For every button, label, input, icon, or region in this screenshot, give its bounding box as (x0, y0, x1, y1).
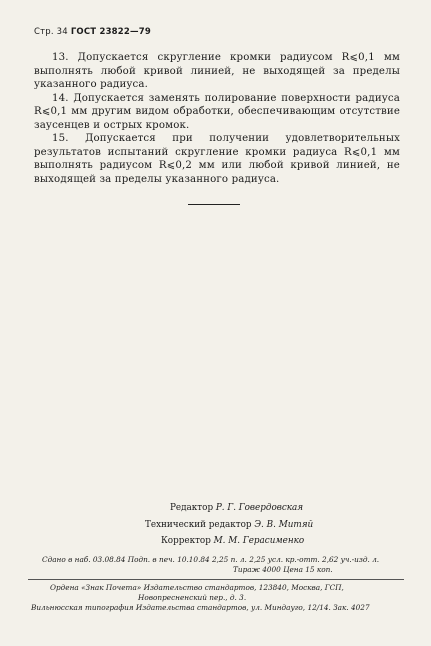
publisher-line-2: Новопресненский пер., д. 3. (138, 593, 247, 602)
tech-editor-label: Технический редактор (145, 519, 252, 530)
page-label: Стр. 34 (34, 27, 68, 37)
imprint-line-2: Тираж 4000 Цена 15 коп. (233, 565, 333, 574)
credits-block (0, 500, 431, 550)
section-divider (188, 204, 240, 205)
imprint-line-1: Сдано в наб. 03.08.84 Подп. в печ. 10.10.84 2,25 п. л. 2,25 усл. кр.-отт. 2,62 уч.-изд. л. (42, 555, 380, 564)
clause-list (34, 51, 400, 186)
standard-number: ГОСТ 23822—79 (70, 27, 151, 37)
clause-13: 13. Допускается скругление кромки радиусом R⩽0,1 мм выполнять любой кривой линией, не выходящей за пределы указанного радиуса. (34, 52, 400, 90)
page-header (34, 27, 151, 37)
tech-editor-name: Э. В. Митяй (254, 519, 314, 530)
editor-name: Р. Г. Говердовская (215, 503, 304, 513)
publisher-line-3: Вильнюсская типография Издательства стандартов, ул. Миндауго, 12/14. Зак. 4027 (31, 603, 370, 612)
clause-14: 14. Допускается заменять полирование поверхности радиуса R⩽0,1 мм другим видом обработки, обеспечивающим отсутствие заусенцев и острых кромок. (34, 92, 400, 131)
clause-15: 15. Допускается при получении удовлетворительных результатов испытаний скругление кромки радиуса R⩽0,1 мм выполнять радиусом R⩽0,2 мм или любой кривой линией, не выходящей за пределы указанного радиуса. (34, 133, 400, 185)
editor-line (170, 500, 431, 517)
corrector-label: Корректор (161, 536, 211, 546)
corrector-name: М. М. Герасименко (213, 536, 305, 546)
publisher-line-1: Ордена «Знак Почета» Издательство стандартов, 123840, Москва, ГСП, (50, 583, 344, 592)
corrector-line (161, 533, 431, 550)
tech-editor-line (145, 517, 431, 534)
editor-label: Редактор (170, 503, 214, 513)
imprint-rule (28, 579, 404, 580)
